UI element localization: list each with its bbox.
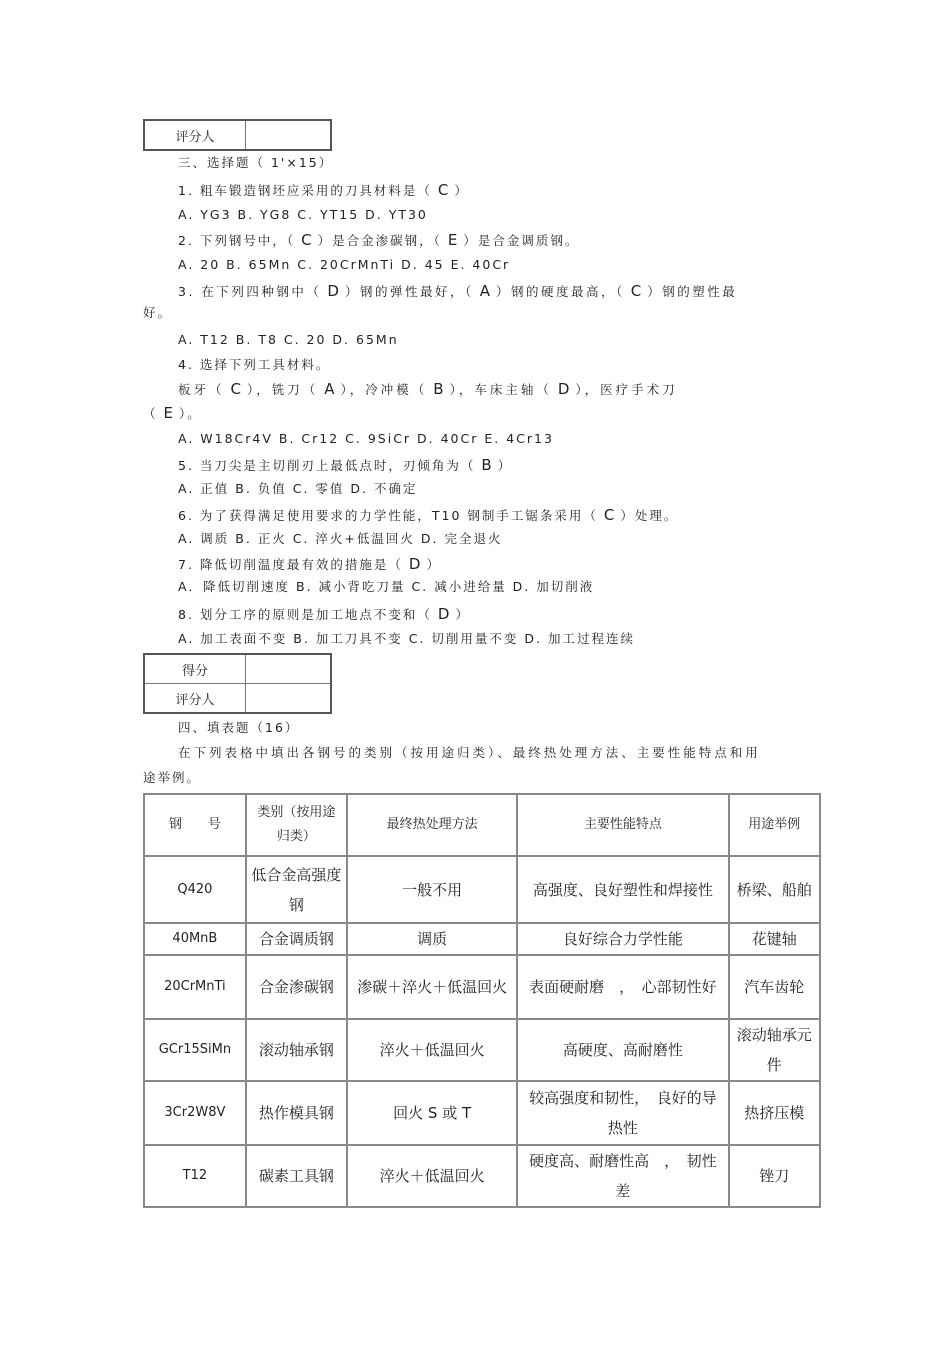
cell-properties: 较高强度和韧性， 良好的导热性 [517,1081,728,1145]
cell-steel: 3Cr2W8V [144,1081,246,1145]
question-3-options: A. T12 B. T8 C. 20 D. 65Mn [178,332,399,347]
cell-treatment: 渗碳＋淬火＋低温回火 [347,955,517,1019]
table-row [144,955,820,1019]
score-box [143,653,332,714]
cell-treatment: 一般不用 [347,856,517,923]
question-7-options: A．降低切削速度 B. 减小背吃刀量 C. 减小进给量 D. 加切削液 [178,579,595,594]
cell-usage: 滚动轴承元件 [729,1019,820,1081]
cell-treatment: 淬火＋低温回火 [347,1019,517,1081]
cell-steel: 40MnB [144,923,246,955]
cell-steel: Q420 [144,856,246,923]
answer: D [557,380,570,398]
question-1: 1. 粗车锻造钢坯应采用的刀具材料是（ C ） [178,181,469,199]
question-3-cont: 好。 [143,305,173,320]
question-1-options: A. YG3 B. YG8 C. YT15 D. YT30 [178,207,428,222]
cell-usage: 桥梁、船舶 [729,856,820,923]
cell-treatment: 淬火＋低温回火 [347,1145,517,1207]
grader-value [246,684,332,714]
header-properties: 主要性能特点 [517,794,728,856]
table-row [144,923,820,955]
cell-usage: 汽车齿轮 [729,955,820,1019]
grader-label: 评分人 [144,684,246,714]
grader-value [246,120,332,150]
question-8-options: A. 加工表面不变 B. 加工刀具不变 C. 切削用量不变 D. 加工过程连续 [178,631,635,646]
cell-steel: GCr15SiMn [144,1019,246,1081]
cell-treatment: 回火 S 或 T [347,1081,517,1145]
table-row [144,856,820,923]
score-value [246,654,332,684]
question-2-options: A. 20 B. 65Mn C. 20CrMnTi D. 45 E. 40Cr [178,257,511,272]
answer: E [447,231,458,249]
answer: D [327,282,339,300]
cell-steel: 20CrMnTi [144,955,246,1019]
answer: A [479,282,490,300]
table-row [144,1019,820,1081]
question-4-cont: （ E ）。 [143,404,202,422]
section4-instruction-cont: 途举例。 [143,770,202,785]
cell-steel: T12 [144,1145,246,1207]
cell-properties: 良好综合力学性能 [517,923,728,955]
table-header-row [144,794,820,856]
section4-instruction: 在下列表格中填出各钢号的类别（按用途归类）、最终热处理方法、主要性能特点和用 [178,745,761,760]
header-steel: 钢 号 [144,794,246,856]
header-category: 类别（按用途 归类） [246,794,347,856]
cell-category: 碳素工具钢 [246,1145,347,1207]
question-6-options: A. 调质 B. 正火 C. 淬火+低温回火 D. 完全退火 [178,531,503,546]
question-3: 3. 在下列四种钢中（ D ）钢的弹性最好，（ A ）钢的硬度最高，（ C ）钢的塑性最 [178,282,738,300]
answer: B [481,456,492,474]
cell-category: 低合金高强度钢 [246,856,347,923]
grader-box-top [143,119,332,151]
question-7: 7. 降低切削温度最有效的措施是（ D ） [178,555,441,573]
score-label: 得分 [144,654,246,684]
question-4-line: 板牙（ C ），铣刀（ A ），冷冲模（ B ），车床主轴（ D ），医疗手术刀 [178,380,678,398]
cell-properties: 高硬度、高耐磨性 [517,1019,728,1081]
section4-title: 四、填表题（16） [178,720,300,735]
cell-category: 合金渗碳钢 [246,955,347,1019]
answer: C [603,506,615,524]
question-8: 8. 划分工序的原则是加工地点不变和（ D ） [178,605,470,623]
question-6: 6. 为了获得满足使用要求的力学性能，T10 钢制手工锯条采用（ C ）处理。 [178,506,679,524]
steel-table [143,793,821,1208]
question-5: 5. 当刀尖是主切削刃上最低点时，刃倾角为（ B ） [178,456,513,474]
cell-usage: 热挤压模 [729,1081,820,1145]
answer: C [630,282,642,300]
table-row [144,1145,820,1207]
cell-treatment: 调质 [347,923,517,955]
answer: C [301,231,312,249]
answer: C [230,380,241,398]
answer: D [408,555,421,573]
answer: A [324,380,335,398]
header-treatment: 最终热处理方法 [347,794,517,856]
answer: C [437,181,449,199]
grader-label: 评分人 [144,120,246,150]
cell-category: 滚动轴承钢 [246,1019,347,1081]
answer: D [437,605,450,623]
cell-category: 热作模具钢 [246,1081,347,1145]
question-5-options: A. 正值 B. 负值 C. 零值 D. 不确定 [178,481,418,496]
cell-properties: 表面硬耐磨 ， 心部韧性好 [517,955,728,1019]
cell-usage: 花键轴 [729,923,820,955]
question-2: 2. 下列钢号中，（ C ）是合金渗碳钢，（ E ）是合金调质钢。 [178,231,580,249]
question-4: 4. 选择下列工具材料。 [178,357,331,372]
answer: E [163,404,173,422]
cell-usage: 锉刀 [729,1145,820,1207]
cell-properties: 高强度、良好塑性和焊接性 [517,856,728,923]
header-usage: 用途举例 [729,794,820,856]
cell-properties: 硬度高、耐磨性高 ， 韧性差 [517,1145,728,1207]
answer: B [433,380,444,398]
question-4-options: A. W18Cr4V B. Cr12 C. 9SiCr D. 40Cr E. 4Cr13 [178,431,554,446]
section3-title: 三、选择题（ 1'×15） [178,155,334,170]
cell-category: 合金调质钢 [246,923,347,955]
table-row [144,1081,820,1145]
